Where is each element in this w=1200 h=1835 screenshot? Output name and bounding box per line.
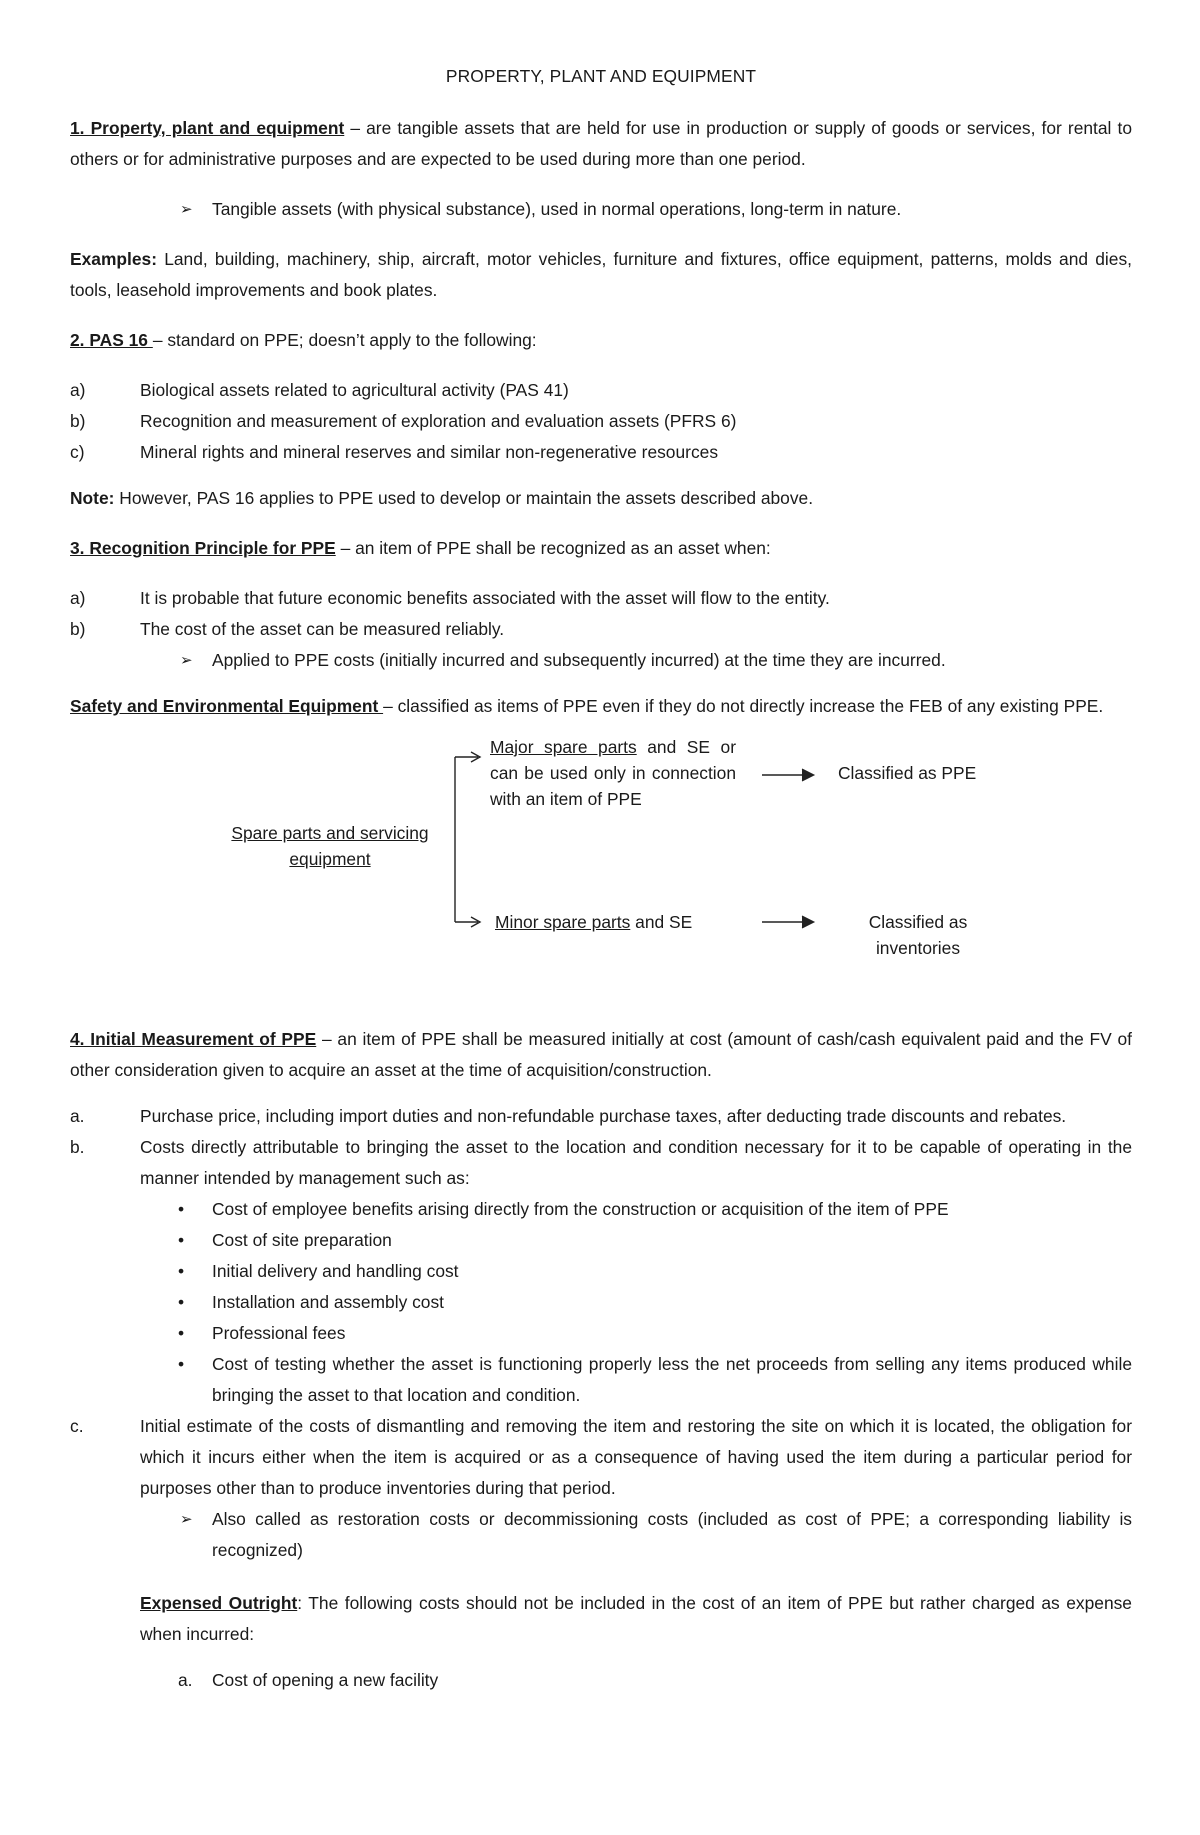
list-item (70, 1411, 1132, 1504)
expensed-paragraph (70, 1588, 1132, 1650)
section-2-list (70, 375, 1132, 468)
list-item-text: Costs directly attributable to bringing the asset to the location and condition necessary for it to be capable of operating in the manner intended by management such as: (140, 1137, 1132, 1188)
list-item-text: Mineral rights and mineral reserves and similar non-regenerative resources (140, 442, 719, 462)
section-3-text: – an item of PPE shall be recognized as an asset when: (335, 538, 771, 558)
diagram-minor-heading: Minor spare parts (495, 912, 631, 932)
diagram-root-label: Spare parts and servicing equipment (231, 823, 429, 869)
bullet-icon: • (178, 1199, 185, 1219)
section-4-arrow-text: Also called as restoration costs or decommissioning costs (included as cost of PPE; a corresponding liability is recognized) (212, 1509, 1132, 1560)
bullet-item (70, 1194, 1132, 1225)
examples-text: Land, building, machinery, ship, aircraft, motor vehicles, furniture and fixtures, office equipment, patterns, molds and dies, tools, leasehold improvements and book plates. (70, 249, 1132, 300)
page-title: PROPERTY, PLANT AND EQUIPMENT (445, 66, 757, 86)
bullet-item (70, 1225, 1132, 1256)
spare-parts-diagram (70, 732, 1132, 1002)
list-marker: a) (70, 588, 86, 608)
note-text: However, PAS 16 applies to PPE used to develop or maintain the assets described above. (114, 488, 814, 508)
bullet-text: Initial delivery and handling cost (212, 1261, 459, 1281)
bullet-text: Installation and assembly cost (212, 1292, 444, 1312)
section-1-note-text: Tangible assets (with physical substance), used in normal operations, long-term in nature. (212, 199, 902, 219)
list-item-text: It is probable that future economic benefits associated with the asset will flow to the entity. (140, 588, 830, 608)
list-item (70, 437, 1132, 468)
list-marker: c. (70, 1416, 84, 1436)
list-item-text: Purchase price, including import duties and non-refundable purchase taxes, after deducting trade discounts and rebates. (140, 1106, 1067, 1126)
section-4-list (70, 1101, 1132, 1566)
list-item (70, 583, 1132, 614)
examples-label: Examples: (70, 249, 157, 269)
section-3-arrow-note (70, 645, 1132, 676)
section-2-heading: 2. PAS 16 (70, 330, 153, 350)
list-item-text: Recognition and measurement of exploration and evaluation assets (PFRS 6) (140, 411, 737, 431)
list-item (70, 375, 1132, 406)
list-marker: a. (178, 1670, 193, 1690)
section-2-intro (70, 325, 1132, 356)
list-item-text: Biological assets related to agricultural activity (PAS 41) (140, 380, 569, 400)
section-4-text: – an item of PPE shall be measured initially at cost (amount of cash/cash equivalent paid and the FV of other consideration given to acquire an asset at the time of acquisition/construction. (70, 1029, 1133, 1080)
section-3-arrow-text: Applied to PPE costs (initially incurred and subsequently incurred) at the time they are incurred. (212, 650, 946, 670)
section-4-heading: 4. Initial Measurement of PPE (70, 1029, 317, 1049)
bullet-icon: • (178, 1230, 185, 1250)
section-3-intro (70, 533, 1132, 564)
list-item (70, 1101, 1132, 1132)
bullet-icon: • (178, 1261, 185, 1281)
bullet-text: Cost of employee benefits arising directly from the construction or acquisition of the item of PPE (212, 1199, 949, 1219)
bullet-text: Cost of site preparation (212, 1230, 392, 1250)
safety-paragraph (70, 691, 1132, 722)
bullet-item (70, 1318, 1132, 1349)
section-1-text: – are tangible assets that are held for use in production or supply of goods or services, for rental to others or for administrative purposes and are expected to be used during more than one period. (70, 118, 1133, 169)
bullet-text: Professional fees (212, 1323, 346, 1343)
section-2-text: – standard on PPE; doesn’t apply to the following: (152, 330, 537, 350)
expensed-list (70, 1665, 1132, 1696)
bullet-icon: • (178, 1354, 185, 1374)
list-marker: b) (70, 619, 86, 639)
arrow-bullet-icon: ➢ (180, 652, 193, 669)
safety-text: – classified as items of PPE even if they do not directly increase the FEB of any existing PPE. (383, 696, 1104, 716)
list-marker: b. (70, 1137, 85, 1157)
list-marker: a) (70, 380, 86, 400)
section-1-heading: 1. Property, plant and equipment (70, 118, 345, 138)
bullet-item (70, 1256, 1132, 1287)
expensed-text: : The following costs should not be included in the cost of an item of PPE but rather charged as expense when incurred: (140, 1593, 1132, 1644)
section-1-note (70, 194, 1132, 225)
bullet-icon: • (178, 1323, 185, 1343)
result-arrowhead-2 (802, 916, 814, 928)
section-1-definition (70, 113, 1132, 175)
result-arrowhead-1 (802, 769, 814, 781)
bullet-item (70, 1287, 1132, 1318)
diagram-minor-result: Classified as inventories (868, 912, 968, 958)
note-label: Note: (70, 488, 115, 508)
bullet-icon: • (178, 1292, 185, 1312)
bullet-text: Cost of testing whether the asset is functioning properly less the net proceeds from selling any items produced while bringing the asset to that location and condition. (212, 1354, 1132, 1405)
note-paragraph (70, 483, 1132, 514)
list-item (70, 1665, 1132, 1696)
arrow-bullet-icon: ➢ (180, 1511, 193, 1528)
expensed-heading: Expensed Outright (140, 1593, 298, 1613)
list-item (70, 1132, 1132, 1194)
section-3-list (70, 583, 1132, 676)
safety-heading: Safety and Environmental Equipment (70, 696, 384, 716)
section-4-intro (70, 1024, 1132, 1086)
diagram-major-text: and SE or can be used only in connection with an item of PPE (490, 737, 736, 809)
diagram-minor-branch (495, 909, 692, 935)
diagram-major-branch (490, 734, 736, 812)
diagram-major-result: Classified as PPE (838, 763, 977, 783)
diagram-minor-text: and SE (630, 912, 693, 932)
document-page (70, 66, 1132, 1711)
list-item (70, 614, 1132, 645)
section-4-arrow-note (70, 1504, 1132, 1566)
examples-paragraph (70, 244, 1132, 306)
diagram-major-heading: Major spare parts (490, 737, 637, 757)
list-marker: b) (70, 411, 86, 431)
section-3-heading: 3. Recognition Principle for PPE (70, 538, 336, 558)
bullet-item (70, 1349, 1132, 1411)
list-item-text: Initial estimate of the costs of dismantling and removing the item and restoring the site on which it is located, the obligation for which it incurs either when the item is acquired or as a consequence of having used the item during a particular period for purposes other than to produce inventories during that period. (140, 1416, 1132, 1498)
list-item (70, 406, 1132, 437)
list-marker: c) (70, 442, 85, 462)
list-marker: a. (70, 1106, 85, 1126)
arrow-bullet-icon: ➢ (180, 201, 193, 218)
list-item-text: The cost of the asset can be measured reliably. (140, 619, 505, 639)
list-item-text: Cost of opening a new facility (212, 1670, 439, 1690)
